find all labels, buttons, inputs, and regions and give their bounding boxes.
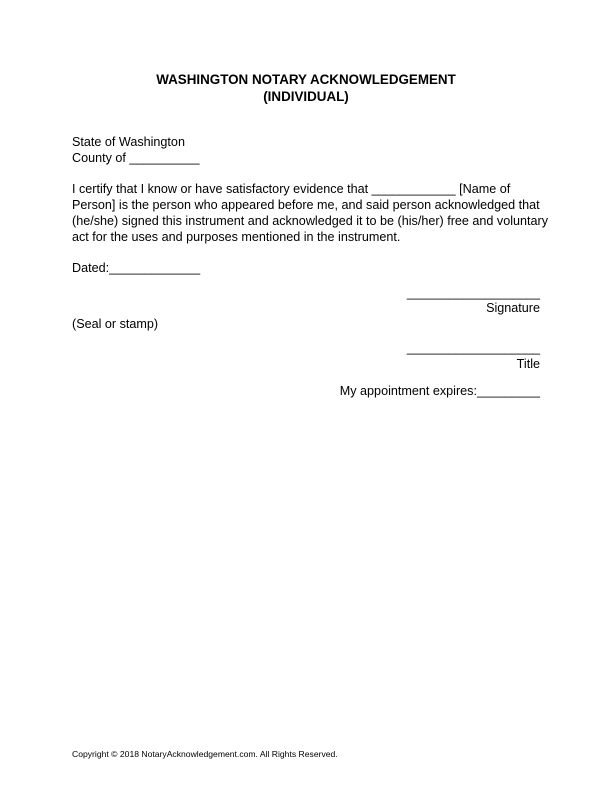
certification-line-1: I certify that I know or have satisfactory evidence that ____________ [Name of (72, 182, 511, 196)
signature-label: Signature (486, 301, 540, 315)
document-subtitle: (INDIVIDUAL) (263, 89, 349, 104)
county-line: County of __________ (72, 151, 200, 165)
copyright-footer: Copyright © 2018 NotaryAcknowledgement.com. All Rights Reserved. (72, 749, 338, 759)
seal-placeholder: (Seal or stamp) (72, 317, 159, 331)
document-title: WASHINGTON NOTARY ACKNOWLEDGEMENT (156, 72, 456, 87)
state-line: State of Washington (72, 135, 185, 149)
dated-line: Dated:_____________ (72, 261, 201, 275)
certification-line-3: (he/she) signed this instrument and acknowledged it to be (his/her) free and voluntary (72, 214, 549, 228)
title-blank: ___________________ (406, 341, 540, 355)
certification-line-2: Person] is the person who appeared before me, and said person acknowledged that (72, 198, 540, 212)
title-label: Title (516, 357, 540, 371)
certification-line-4: act for the uses and purposes mentioned in the instrument. (72, 230, 401, 244)
signature-blank: ___________________ (406, 286, 540, 300)
appointment-expires: My appointment expires:_________ (339, 384, 540, 398)
